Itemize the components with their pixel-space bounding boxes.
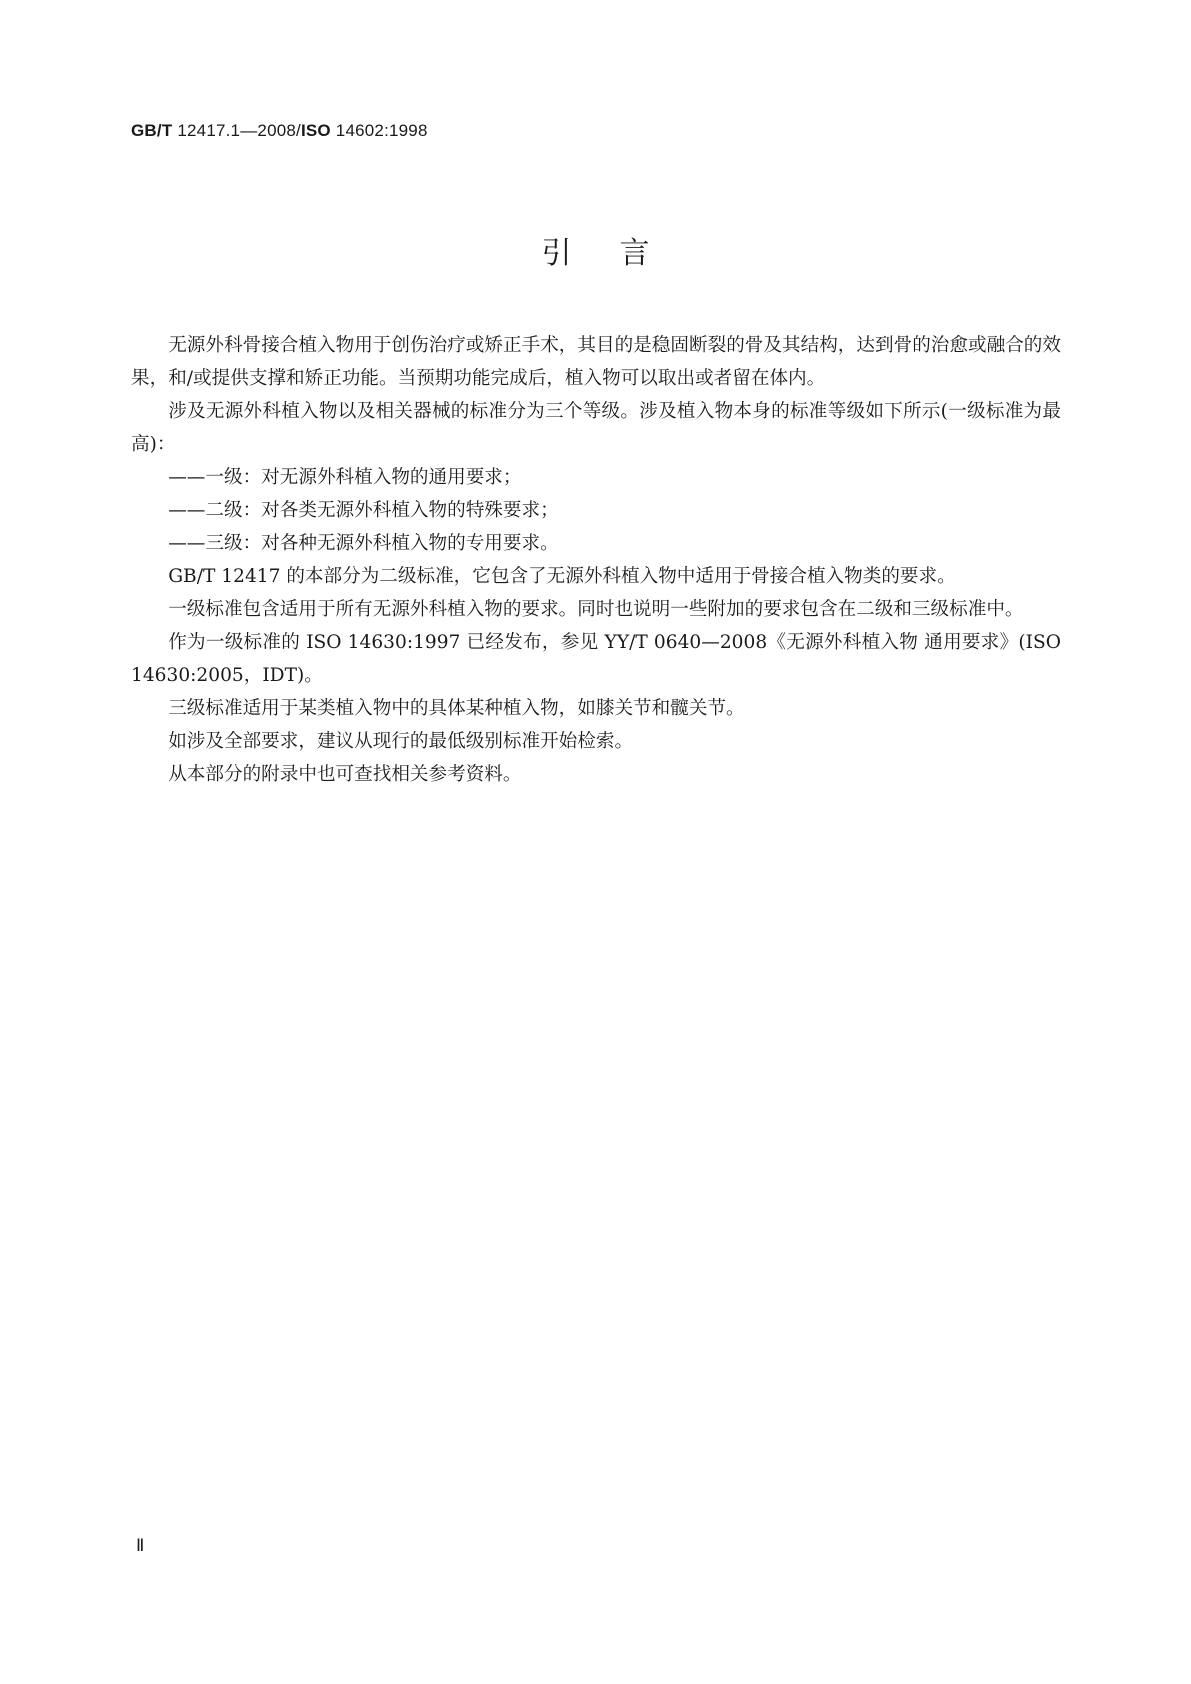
paragraph-search-advice: 如涉及全部要求，建议从现行的最低级别标准开始检索。 [168,731,634,752]
paragraph-level-3: 三级标准适用于某类植入物中的具体某种植入物，如膝关节和髋关节。 [168,698,745,719]
paragraph-iso-reference: 作为一级标准的 ISO 14630:1997 已经发布，参见 YY/T 0640—2008《无源外科植入物 通用要求》(ISO 14630:2005，IDT)。 [131,632,1061,686]
standard-code: GB/T [131,121,173,140]
paragraph-purpose: 无源外科骨接合植入物用于创伤治疗或矫正手术，其目的是稳固断裂的骨及其结构，达到骨的治愈或融合的效果，和/或提供支撑和矫正功能。当预期功能完成后，植入物可以取出或者留在体内。 [131,335,1061,389]
paragraph-annex: 从本部分的附录中也可查找相关参考资料。 [168,764,522,785]
list-item-level-1: ——一级：对无源外科植入物的通用要求； [168,467,522,488]
paragraph-level-1: 一级标准包含适用于所有无源外科植入物的要求。同时也说明一些附加的要求包含在二级和三级标准中。 [168,599,1024,620]
standard-number: 12417.1—2008 [177,121,297,140]
paragraph-levels: 涉及无源外科植入物以及相关器械的标准分为三个等级。涉及植入物本身的标准等级如下所示(一级标准为最高)： [131,401,1061,455]
list-item-level-3: ——三级：对各种无源外科植入物的专用要求。 [168,533,559,554]
iso-number: 14602:1998 [335,121,428,140]
section-title: 引言 [541,236,698,271]
page-number: Ⅱ [136,1536,145,1555]
iso-code: ISO [300,121,331,140]
list-item-level-2: ——二级：对各类无源外科植入物的特殊要求； [168,500,559,521]
standard-header: GB/T 12417.1—2008/ISO 14602:1998 [131,121,428,140]
introduction-body [131,329,1061,791]
paragraph-this-part: GB/T 12417 的本部分为二级标准，它包含了无源外科植入物中适用于骨接合植入物类的要求。 [168,566,956,587]
